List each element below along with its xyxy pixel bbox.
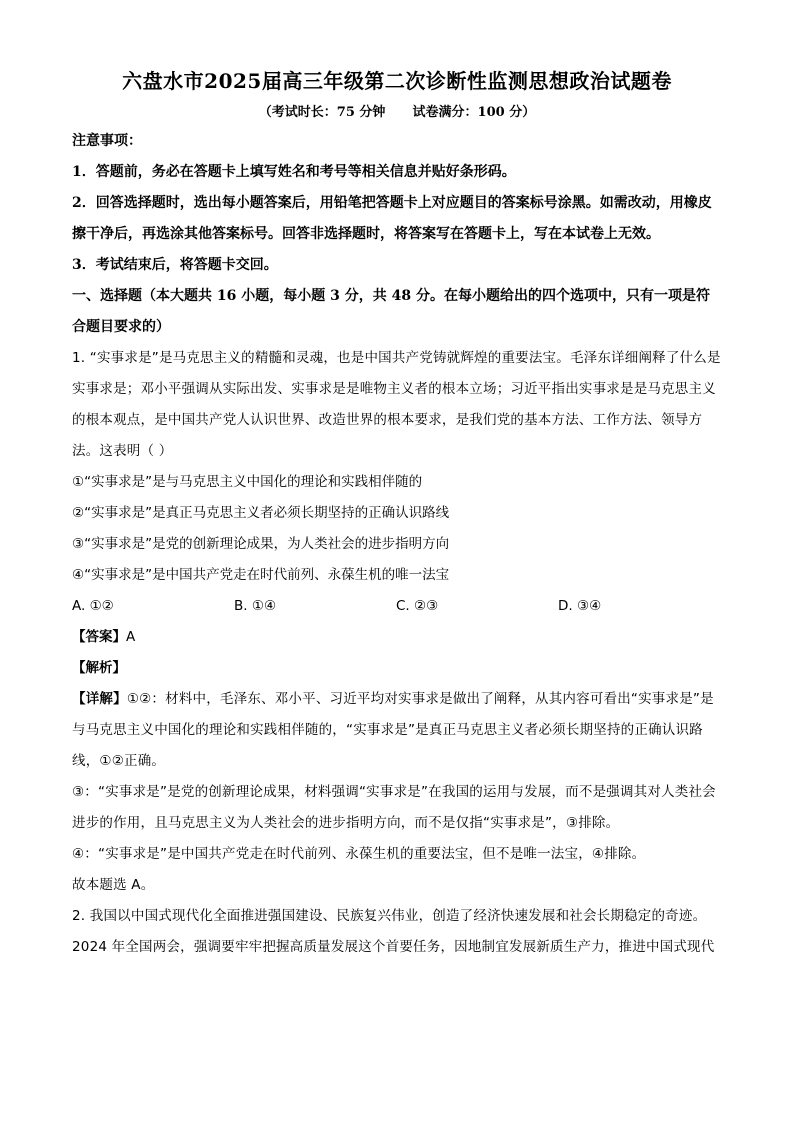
q1-choice-a: A. ①② [72,598,114,614]
q1-choice-c: C. ②③ [396,598,439,614]
notice-heading: 注意事项： [72,133,142,149]
exam-title: 六盘水市2025届高三年级第二次诊断性监测思想政治试题卷 [122,69,672,93]
q1-option-3: ③“实事求是”是党的创新理论成果，为人类社会的进步指明方向 [72,536,450,552]
q1-detail [72,684,722,777]
notice-item-3: 3．考试结束后，将答题卡交回。 [72,257,278,273]
q1-stem: 1. “实事求是”是马克思主义的精髓和灵魂，也是中国共产党铸就辉煌的重要法宝。毛泽东详细阐释了什么是实事求是；邓小平强调从实际出发、实事求是是唯物主义者的根本立场；习近平指出实事求是是马克思主义的根本观点，是中国共产党人认识世界、改造世界的根本要求，是我们党的基本方法、工作方法、领导方法。这表明（ ） [72,350,721,459]
analysis-label: 【解析】 [72,660,126,676]
q1-choice-d: D. ③④ [558,598,602,614]
detail-text: ①②：材料中，毛泽东、邓小平、习近平均对实事求是做出了阐释，从其内容可看出“实事求是”是与马克思主义中国化的理论和实践相伴随的，“实事求是”是真正马克思主义者必须长期坚持的正确认识路线，①②正确。 [72,691,714,769]
q1-option-1: ①“实事求是”是与马克思主义中国化的理论和实践相伴随的 [72,474,423,490]
q1-option-2: ②“实事求是”是真正马克思主义者必须长期坚持的正确认识路线 [72,505,450,521]
notice-item-1: 1．答题前，务必在答题卡上填写姓名和考号等相关信息并贴好条形码。 [72,164,516,180]
q2-stem: 2. 我国以中国式现代化全面推进强国建设、民族复兴伟业，创造了经济快速发展和社会长期稳定的奇迹。2024 年全国两会，强调要牢牢把握高质量发展这个首要任务，因地制宜发展新质生产力，推进中国式现代 [72,908,715,955]
detail-label: 【详解】 [72,691,127,707]
q1-detail-3: ③：“实事求是”是党的创新理论成果，材料强调“实事求是”在我国的运用与发展，而不是强调其对人类社会进步的作用，且马克思主义为人类社会的进步指明方向，而不是仅指“实事求是”，③排除。 [72,784,716,831]
q1-option-4: ④“实事求是”是中国共产党走在时代前列、永葆生机的唯一法宝 [72,567,450,583]
q1-analysis [72,653,722,684]
answer-label: 【答案】 [72,629,126,645]
q1-conclusion: 故本题选 A。 [72,877,155,893]
q1-choices [72,591,722,622]
exam-subtitle: （考试时长：75 分钟 试卷满分：100 分） [258,105,536,120]
q1-choice-b: B. ①④ [234,598,277,614]
section-heading: 一、选择题（本大题共 16 小题，每小题 3 分，共 48 分。在每小题给出的四个选项中，只有一项是符合题目要求的） [72,288,710,335]
exam-page [72,66,722,963]
q1-detail-4: ④：“实事求是”是中国共产党走在时代前列、永葆生机的重要法宝，但不是唯一法宝，④排除。 [72,846,646,862]
q1-answer [72,622,722,653]
notice-item-2: 2．回答选择题时，选出每小题答案后，用铅笔把答题卡上对应题目的答案标号涂黑。如需改动，用橡皮擦干净后，再选涂其他答案标号。回答非选择题时，将答案写在答题卡上，写在本试卷上无效。 [72,195,712,242]
answer-value: A [126,629,136,645]
